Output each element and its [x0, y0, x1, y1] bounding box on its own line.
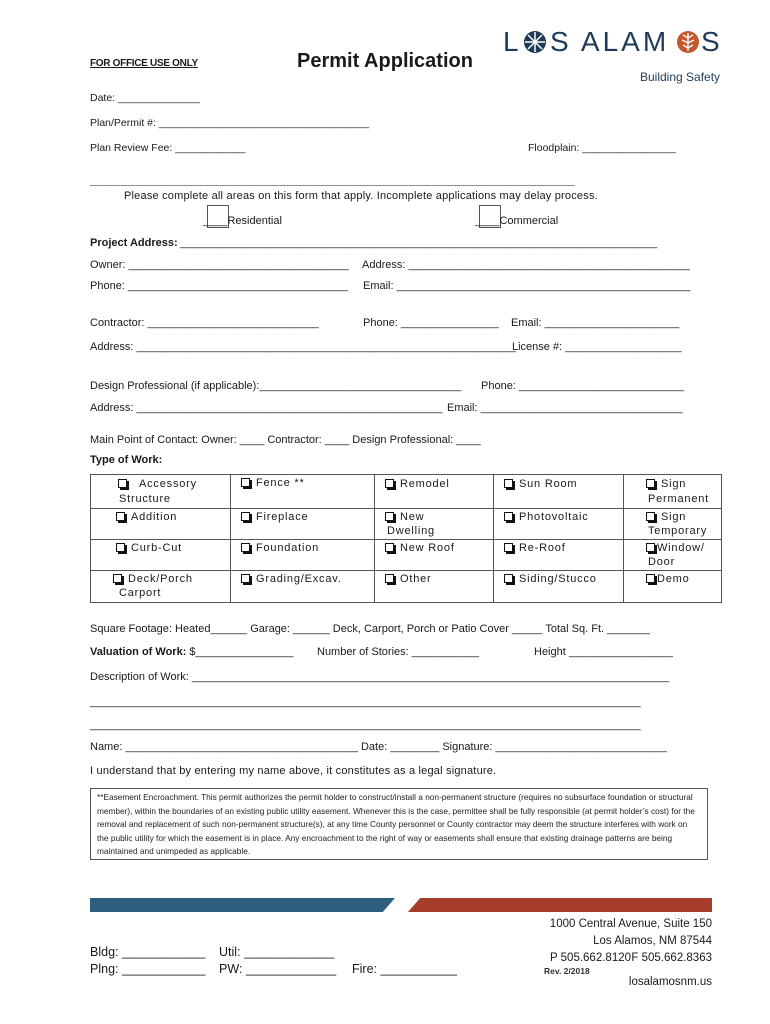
office-address-line-2: Los Alamos, NM 87544 — [593, 935, 712, 947]
checkbox-icon[interactable] — [241, 478, 250, 487]
contractor-email-field[interactable]: Email: ______________________ — [511, 317, 680, 329]
design-phone-field[interactable]: Phone: ___________________________ — [481, 380, 685, 392]
logo-text-s: S — [701, 26, 723, 57]
work-deck-label-2: Carport — [119, 587, 162, 599]
work-other-label: Other — [400, 573, 432, 585]
checkbox-icon[interactable] — [646, 479, 655, 488]
work-other[interactable] — [385, 573, 432, 585]
work-curb-cut-label: Curb-Cut — [131, 542, 183, 554]
office-address-line-1: 1000 Central Avenue, Suite 150 — [549, 918, 712, 930]
work-reroof[interactable] — [504, 542, 566, 554]
logo-subtitle: Building Safety — [640, 70, 721, 84]
checkbox-icon[interactable] — [116, 543, 125, 552]
description-field[interactable]: Description of Work: ______________________________________________________________________________ — [90, 671, 670, 683]
contractor-address-field[interactable]: Address: ______________________________________________________________ — [90, 341, 516, 353]
valuation-field[interactable] — [90, 646, 293, 658]
type-of-work-label: Type of Work: — [90, 454, 163, 466]
work-sun-room[interactable] — [504, 478, 577, 490]
checkbox-icon[interactable] — [504, 512, 513, 521]
design-address-field[interactable]: Address: __________________________________________________ — [90, 402, 443, 414]
date-field[interactable]: Date: ______________ — [90, 92, 200, 104]
plan-permit-field[interactable]: Plan/Permit #: ____________________________________ — [90, 117, 370, 129]
work-deck-porch-carport[interactable] — [113, 573, 193, 585]
work-remodel[interactable] — [385, 478, 450, 490]
easement-notice: **Easement Encroachment. This permit authorizes the permit holder to construct/install a non-permanent structure (requires no subsurface foundation or structural member), within the boundaries of an existing public utility easement. Whenever this is the case, permittee shall be fully responsible (at permit holder’s cost) for the removal and replacement of such non-permanent structure(s), at any time County personnel or County contractor may deem the structure interferes with work on the public utility for which the easement is in place. Any encroachment to the right of way or easements shall ensure that existing drainage patterns are being maintained and unimpeded as applicable. — [90, 788, 708, 860]
work-sign-temporary[interactable] — [646, 511, 686, 523]
plng-field[interactable]: Plng: ____________ — [90, 962, 206, 976]
work-addition[interactable] — [116, 511, 177, 523]
office-fax: F 505.662.8363 — [631, 952, 712, 964]
logo-globe-icon — [523, 30, 547, 54]
license-field[interactable]: License #: ___________________ — [512, 341, 682, 353]
checkbox-icon[interactable] — [385, 479, 394, 488]
work-foundation[interactable] — [241, 542, 319, 554]
checkbox-icon[interactable] — [646, 512, 655, 521]
owner-phone-field[interactable]: Phone: ____________________________________ — [90, 280, 349, 292]
office-use-label: FOR OFFICE USE ONLY — [90, 58, 198, 69]
work-grading-label: Grading/Excav. — [256, 573, 342, 585]
valuation-line: $________________ — [186, 646, 294, 658]
design-email-field[interactable]: Email: _________________________________ — [447, 402, 683, 414]
type-of-work-table — [90, 474, 722, 603]
work-sign-temporary-label-2: Temporary — [648, 525, 708, 537]
footer-bar-blue — [90, 898, 395, 912]
util-field[interactable]: Util: _____________ — [219, 945, 335, 959]
checkbox-icon[interactable] — [385, 574, 394, 583]
work-fireplace-label: Fireplace — [256, 511, 309, 523]
checkbox-icon[interactable] — [504, 543, 513, 552]
work-reroof-label: Re-Roof — [519, 542, 566, 554]
instructions: Please complete all areas on this form that apply. Incomplete applications may delay process. — [124, 190, 598, 202]
logo-text-mid: S ALAM — [550, 26, 670, 57]
checkbox-icon[interactable] — [118, 479, 127, 488]
logo-leaf-icon — [676, 30, 700, 54]
work-photovoltaic[interactable] — [504, 511, 589, 523]
work-new-dwelling-label-2: Dwelling — [387, 525, 435, 537]
project-address-label: Project Address: — [90, 237, 178, 249]
checkbox-icon[interactable] — [116, 512, 125, 521]
work-deck-label: Deck/Porch — [128, 573, 193, 585]
owner-address-field[interactable]: Address: ______________________________________________ — [362, 259, 690, 271]
description-line-3[interactable]: __________________________________________________________________________________________ — [90, 719, 641, 731]
logo — [503, 26, 723, 86]
stories-field[interactable]: Number of Stories: ___________ — [317, 646, 480, 658]
work-accessory-label: Accessory — [139, 478, 197, 490]
height-field[interactable]: Height _________________ — [534, 646, 673, 658]
contractor-field[interactable]: Contractor: ____________________________ — [90, 317, 319, 329]
pw-field[interactable]: PW: _____________ — [219, 962, 337, 976]
bldg-field[interactable]: Bldg: ____________ — [90, 945, 206, 959]
work-remodel-label: Remodel — [400, 478, 450, 490]
checkbox-icon[interactable] — [646, 543, 655, 552]
owner-field[interactable]: Owner: ____________________________________ — [90, 259, 349, 271]
owner-email-field[interactable]: Email: ________________________________________________ — [363, 280, 691, 292]
work-new-dwelling[interactable] — [385, 511, 424, 523]
project-address-field[interactable]: ______________________________________________________________________________ — [180, 237, 658, 249]
commercial-label: ____Commercial — [475, 215, 559, 227]
page-title: Permit Application — [297, 50, 473, 72]
work-siding-label: Siding/Stucco — [519, 573, 597, 585]
work-sign-permanent-label-2: Permanent — [648, 493, 710, 505]
footer-bar-red — [408, 898, 712, 912]
website[interactable]: losalamosnm.us — [628, 976, 712, 988]
work-addition-label: Addition — [131, 511, 178, 523]
contractor-phone-field[interactable]: Phone: ________________ — [363, 317, 499, 329]
checkbox-icon[interactable] — [241, 543, 250, 552]
divider-line: ________________________________________________________________ — [90, 172, 576, 187]
work-photovoltaic-label: Photovoltaic — [519, 511, 589, 523]
work-demo[interactable] — [646, 573, 690, 585]
work-fence[interactable] — [241, 477, 305, 489]
design-professional-field[interactable]: Design Professional (if applicable):_________________________________ — [90, 380, 462, 392]
checkbox-icon[interactable] — [385, 543, 394, 552]
residential-label: ____Residential — [203, 215, 282, 227]
valuation-label: Valuation of Work: — [90, 646, 187, 658]
work-accessory-label-2: Structure — [119, 493, 171, 505]
work-sign-permanent-label: Sign — [661, 478, 687, 490]
work-window-door[interactable] — [646, 542, 705, 554]
work-demo-label: Demo — [657, 573, 690, 585]
revision-label: Rev. 2/2018 — [544, 966, 590, 976]
main-contact-field[interactable]: Main Point of Contact: Owner: ____ Contractor: ____ Design Professional: ____ — [90, 434, 481, 446]
checkbox-icon[interactable] — [504, 574, 513, 583]
work-window-door-label-2: Door — [648, 556, 676, 568]
logo-text-l: L — [503, 26, 522, 57]
work-window-door-label: Window/ — [657, 542, 705, 554]
work-fence-label: Fence ** — [256, 477, 305, 489]
work-foundation-label: Foundation — [256, 542, 320, 554]
plan-review-fee-field[interactable]: Plan Review Fee: ____________ — [90, 142, 246, 154]
checkbox-icon[interactable] — [113, 574, 122, 583]
work-grading-excavation[interactable] — [241, 573, 342, 585]
work-accessory-structure[interactable] — [118, 478, 197, 490]
floodplain-field[interactable]: Floodplain: ________________ — [528, 142, 676, 154]
work-sign-temporary-label: Sign — [661, 511, 687, 523]
work-siding-stucco[interactable] — [504, 573, 597, 585]
work-fireplace[interactable] — [241, 511, 308, 523]
office-phone: P 505.662.8120 — [550, 952, 632, 964]
work-curb-cut[interactable] — [116, 542, 182, 554]
checkbox-icon[interactable] — [385, 512, 394, 521]
work-new-roof[interactable] — [385, 542, 455, 554]
work-sun-room-label: Sun Room — [519, 478, 578, 490]
checkbox-icon[interactable] — [241, 512, 250, 521]
square-footage-field[interactable]: Square Footage: Heated______ Garage: ______ Deck, Carport, Porch or Patio Cover _____ Total Sq. Ft. _______ — [90, 623, 650, 635]
checkbox-icon[interactable] — [241, 574, 250, 583]
description-line-2[interactable]: __________________________________________________________________________________________ — [90, 696, 641, 708]
work-sign-permanent[interactable] — [646, 478, 686, 490]
name-date-signature-field[interactable]: Name: ______________________________________ Date: ________ Signature: ____________________________ — [90, 741, 667, 753]
fire-field[interactable]: Fire: ___________ — [352, 962, 457, 976]
work-new-dwelling-label: New — [400, 511, 425, 523]
checkbox-icon[interactable] — [646, 574, 655, 583]
work-new-roof-label: New Roof — [400, 542, 455, 554]
legal-statement: I understand that by entering my name above, it constitutes as a legal signature. — [90, 765, 497, 777]
checkbox-icon[interactable] — [504, 479, 513, 488]
